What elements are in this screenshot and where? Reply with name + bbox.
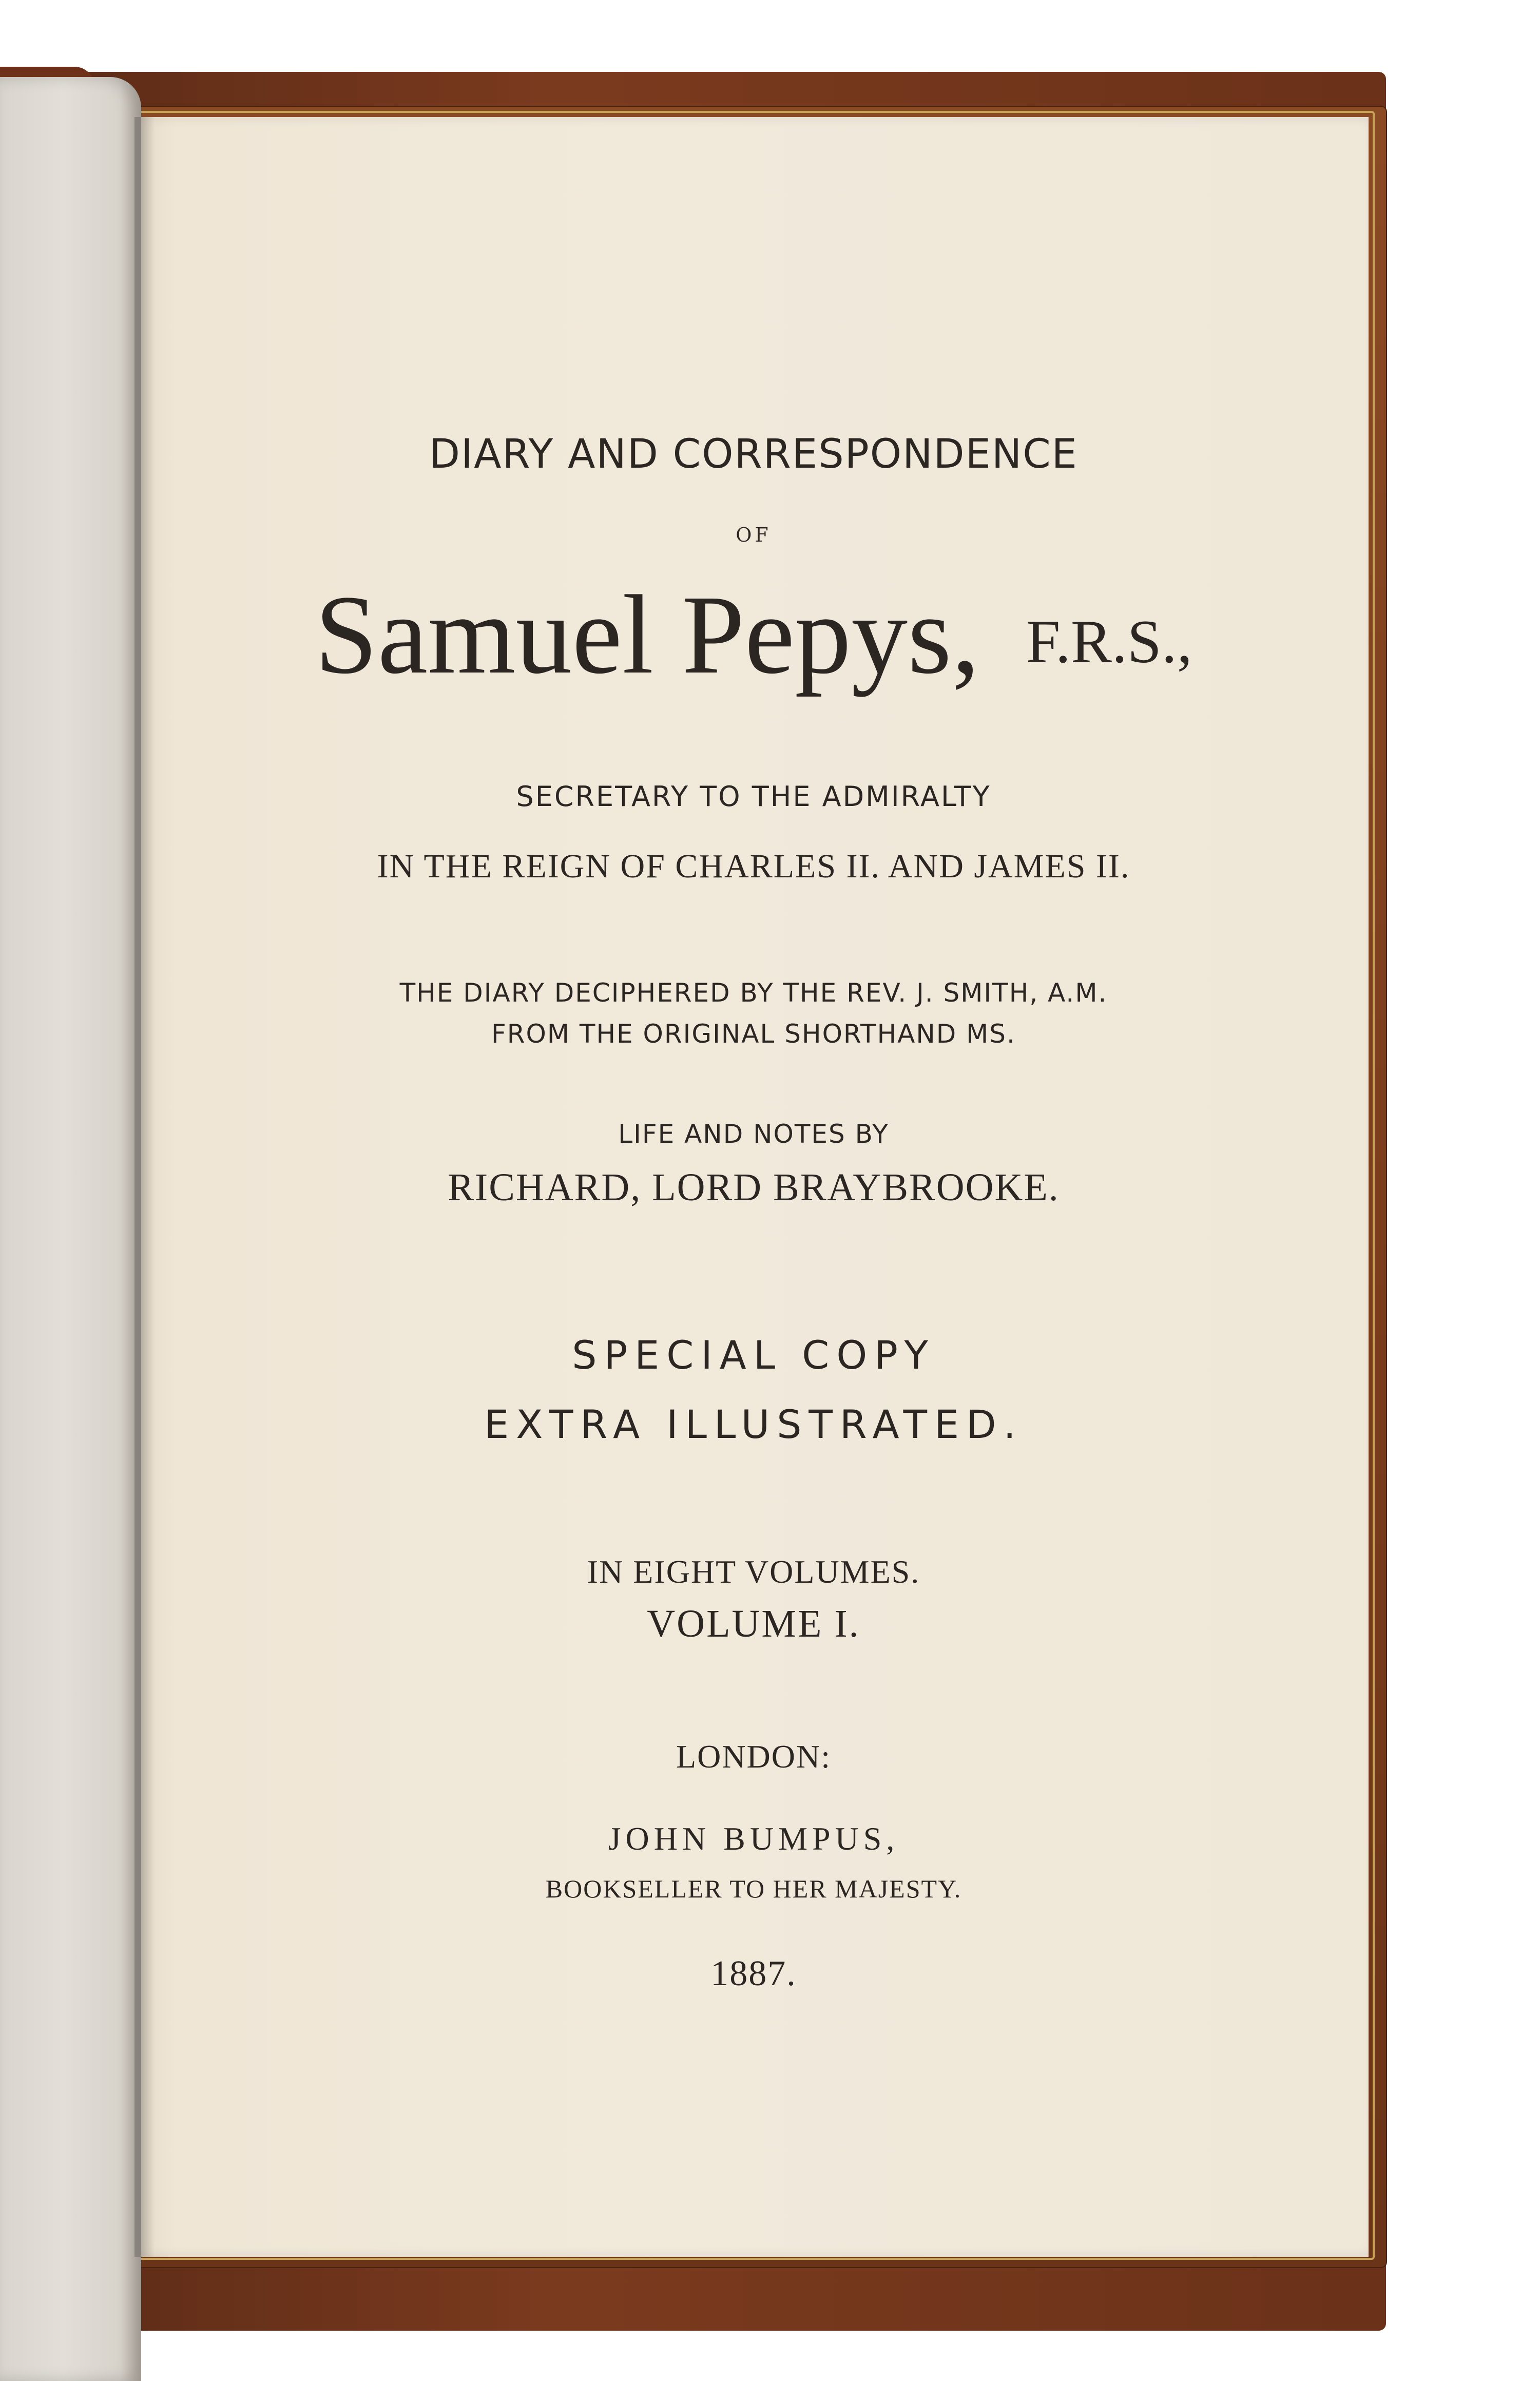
notes-by-line: LIFE AND NOTES BY [618,1119,889,1149]
publisher-line: JOHN BUMPUS, [608,1820,899,1857]
decipher-line-2: FROM THE ORIGINAL SHORTHAND MS. [491,1019,1016,1049]
special-copy-line: SPECIAL COPY [572,1332,935,1378]
title-connector: OF [736,524,772,546]
extra-illustrated-line: EXTRA ILLUSTRATED. [484,1401,1023,1447]
decipher-line-1: THE DIARY DECIPHERED BY THE REV. J. SMITH, A.M. [399,978,1108,1008]
title-heading: DIARY AND CORRESPONDENCE [429,431,1078,477]
editor-line: RICHARD, LORD BRAYBROOKE. [448,1166,1060,1209]
author-suffix: F.R.S., [1026,607,1192,676]
volumes-line: IN EIGHT VOLUMES. [587,1553,920,1590]
facing-page [0,77,141,2381]
author-name: Samuel Pepys, [315,572,980,697]
place-line: LONDON: [676,1738,831,1775]
volume-line: VOLUME I. [647,1602,860,1645]
publisher-title-line: BOOKSELLER TO HER MAJESTY. [545,1874,962,1903]
author-line [139,570,1369,700]
reign-line: IN THE REIGN OF CHARLES II. AND JAMES II. [377,848,1130,885]
office-line: SECRETARY TO THE ADMIRALTY [516,780,991,813]
year-line: 1887. [710,1954,797,1993]
